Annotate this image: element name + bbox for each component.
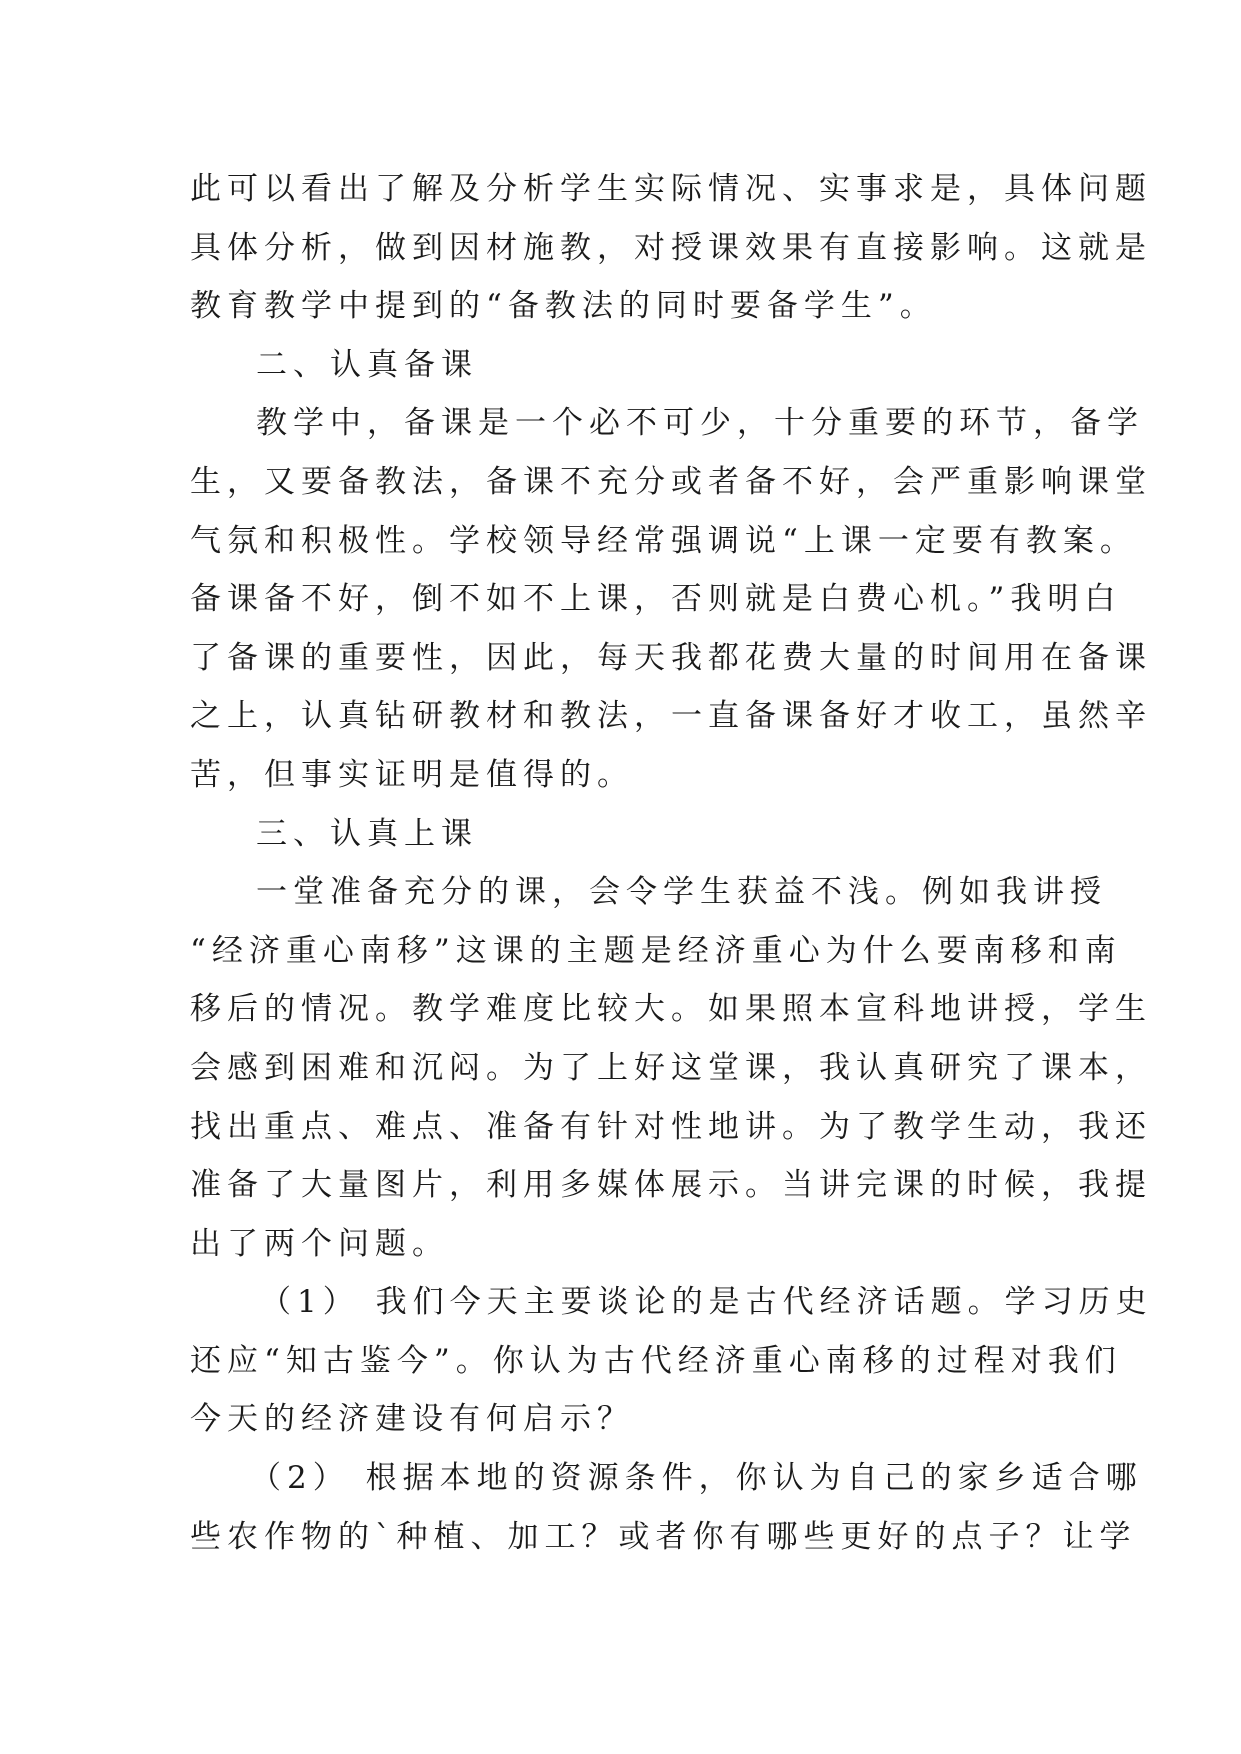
text-line: 备课备不好，倒不如不上课，否则就是白费心机。”我明白 — [190, 581, 1122, 618]
text-line: 了备课的重要性，因此，每天我都花费大量的时间用在备课 — [190, 639, 1152, 676]
section-heading: 二、认真备课 — [256, 346, 478, 383]
text-line: 教学中，备课是一个必不可少，十分重要的环节，备学 — [256, 405, 1144, 442]
text-line: 教育教学中提到的“备教法的同时要备学生”。 — [190, 288, 937, 325]
text-line: 之上，认真钻研教材和教法，一直备课备好才收工，虽然辛 — [190, 698, 1152, 735]
text-line: 气氛和积极性。学校领导经常强调说“上课一定要有教案。 — [190, 522, 1137, 559]
question-item-2: （2） 根据本地的资源条件，你认为自己的家乡适合哪 — [250, 1460, 1143, 1497]
text-line: 找出重点、难点、准备有针对性地讲。为了教学生动，我还 — [190, 1108, 1152, 1145]
text-line: 一堂准备充分的课，会令学生获益不浅。例如我讲授 — [256, 874, 1107, 911]
text-line: 移后的情况。教学难度比较大。如果照本宣科地讲授，学生 — [190, 991, 1152, 1028]
document-body — [190, 160, 1153, 1566]
text-line: 出了两个问题。 — [190, 1225, 449, 1262]
text-line: 苦，但事实证明是值得的。 — [190, 756, 634, 793]
text-line: 会感到困难和沉闷。为了上好这堂课，我认真研究了课本， — [190, 1049, 1152, 1086]
question-item-1: （1） 我们今天主要谈论的是古代经济话题。学习历史 — [260, 1284, 1153, 1321]
text-line: 此可以看出了解及分析学生实际情况、实事求是，具体问题 — [190, 171, 1152, 207]
text-line: 些农作物的`种植、加工？或者你有哪些更好的点子？让学 — [190, 1518, 1137, 1555]
text-line: “经济重心南移”这课的主题是经济重心为什么要南移和南 — [190, 932, 1122, 969]
text-line: 还应“知古鉴今”。你认为古代经济重心南移的过程对我们 — [190, 1342, 1122, 1379]
text-line: 准备了大量图片，利用多媒体展示。当讲完课的时候，我提 — [190, 1167, 1152, 1204]
text-line: 生，又要备教法，备课不充分或者备不好，会严重影响课堂 — [190, 463, 1152, 500]
text-line: 今天的经济建设有何启示？ — [190, 1401, 634, 1438]
section-heading: 三、认真上课 — [256, 815, 478, 852]
text-line: 具体分析，做到因材施教，对授课效果有直接影响。这就是 — [190, 229, 1152, 266]
